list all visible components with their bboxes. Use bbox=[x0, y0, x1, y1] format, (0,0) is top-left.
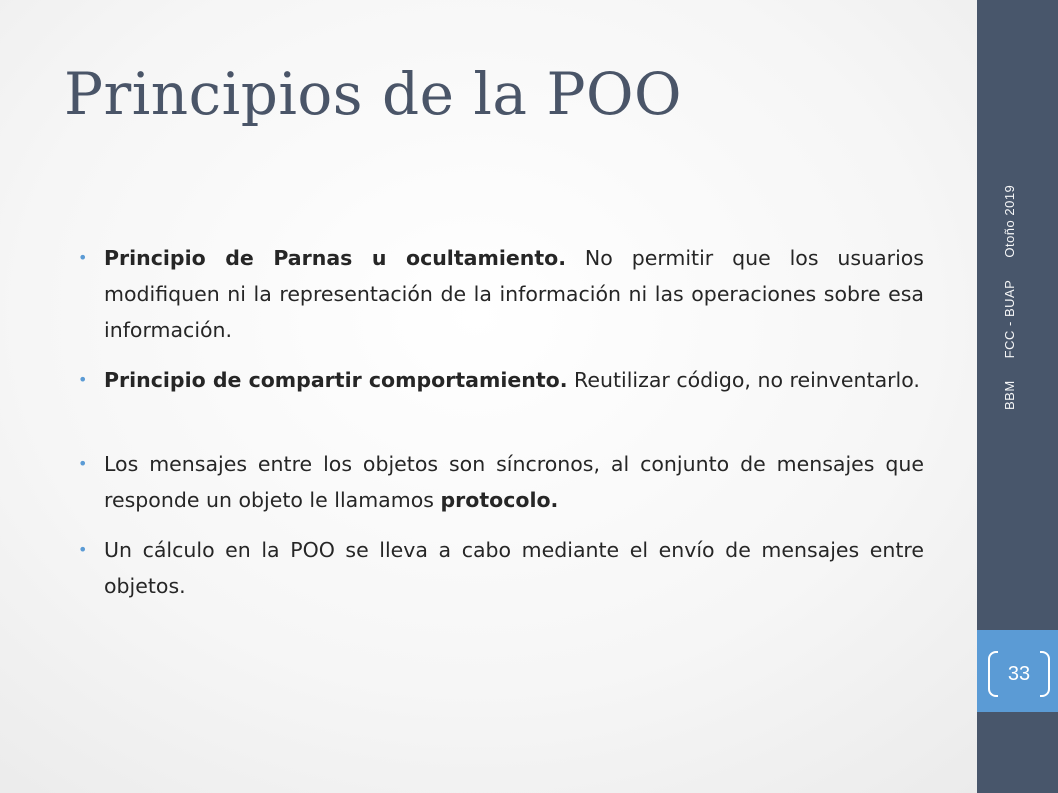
bullet-marker: • bbox=[78, 370, 88, 389]
footer-vertical bbox=[1002, 185, 1017, 410]
slide-title: Principios de la POO bbox=[64, 60, 683, 128]
bullet-item bbox=[78, 362, 924, 398]
bullet-list bbox=[78, 240, 924, 618]
bullet-bold-text: Principio de Parnas u ocultamiento. bbox=[104, 246, 567, 270]
bullet-bold-text: protocolo. bbox=[440, 488, 559, 512]
footer-author: BBM bbox=[1002, 380, 1017, 410]
page-number: 33 bbox=[1007, 663, 1031, 685]
page-number-box bbox=[988, 651, 1050, 697]
bullet-marker: • bbox=[78, 454, 88, 473]
bullet-bold-text: Principio de compartir comportamiento. bbox=[104, 368, 568, 392]
footer-term: Otoño 2019 bbox=[1002, 184, 1017, 258]
bullet-text: Un cálculo en la POO se lleva a cabo mediante el envío de mensajes entre objetos. bbox=[104, 538, 924, 598]
footer-institution: FCC - BUAP bbox=[1002, 279, 1017, 359]
bullet-text: Los mensajes entre los objetos son síncronos, al conjunto de mensajes que responde un objeto le llamamos bbox=[104, 452, 924, 512]
bullet-item bbox=[78, 446, 924, 518]
bullet-marker: • bbox=[78, 248, 88, 267]
bullet-marker: • bbox=[78, 540, 88, 559]
bullet-text: No permitir que los usuarios modifiquen ni la representación de la información ni las operaciones sobre esa información. bbox=[104, 246, 924, 342]
bullet-item bbox=[78, 240, 924, 348]
bullet-item bbox=[78, 532, 924, 604]
bullet-text: Reutilizar código, no reinventarlo. bbox=[567, 368, 920, 392]
